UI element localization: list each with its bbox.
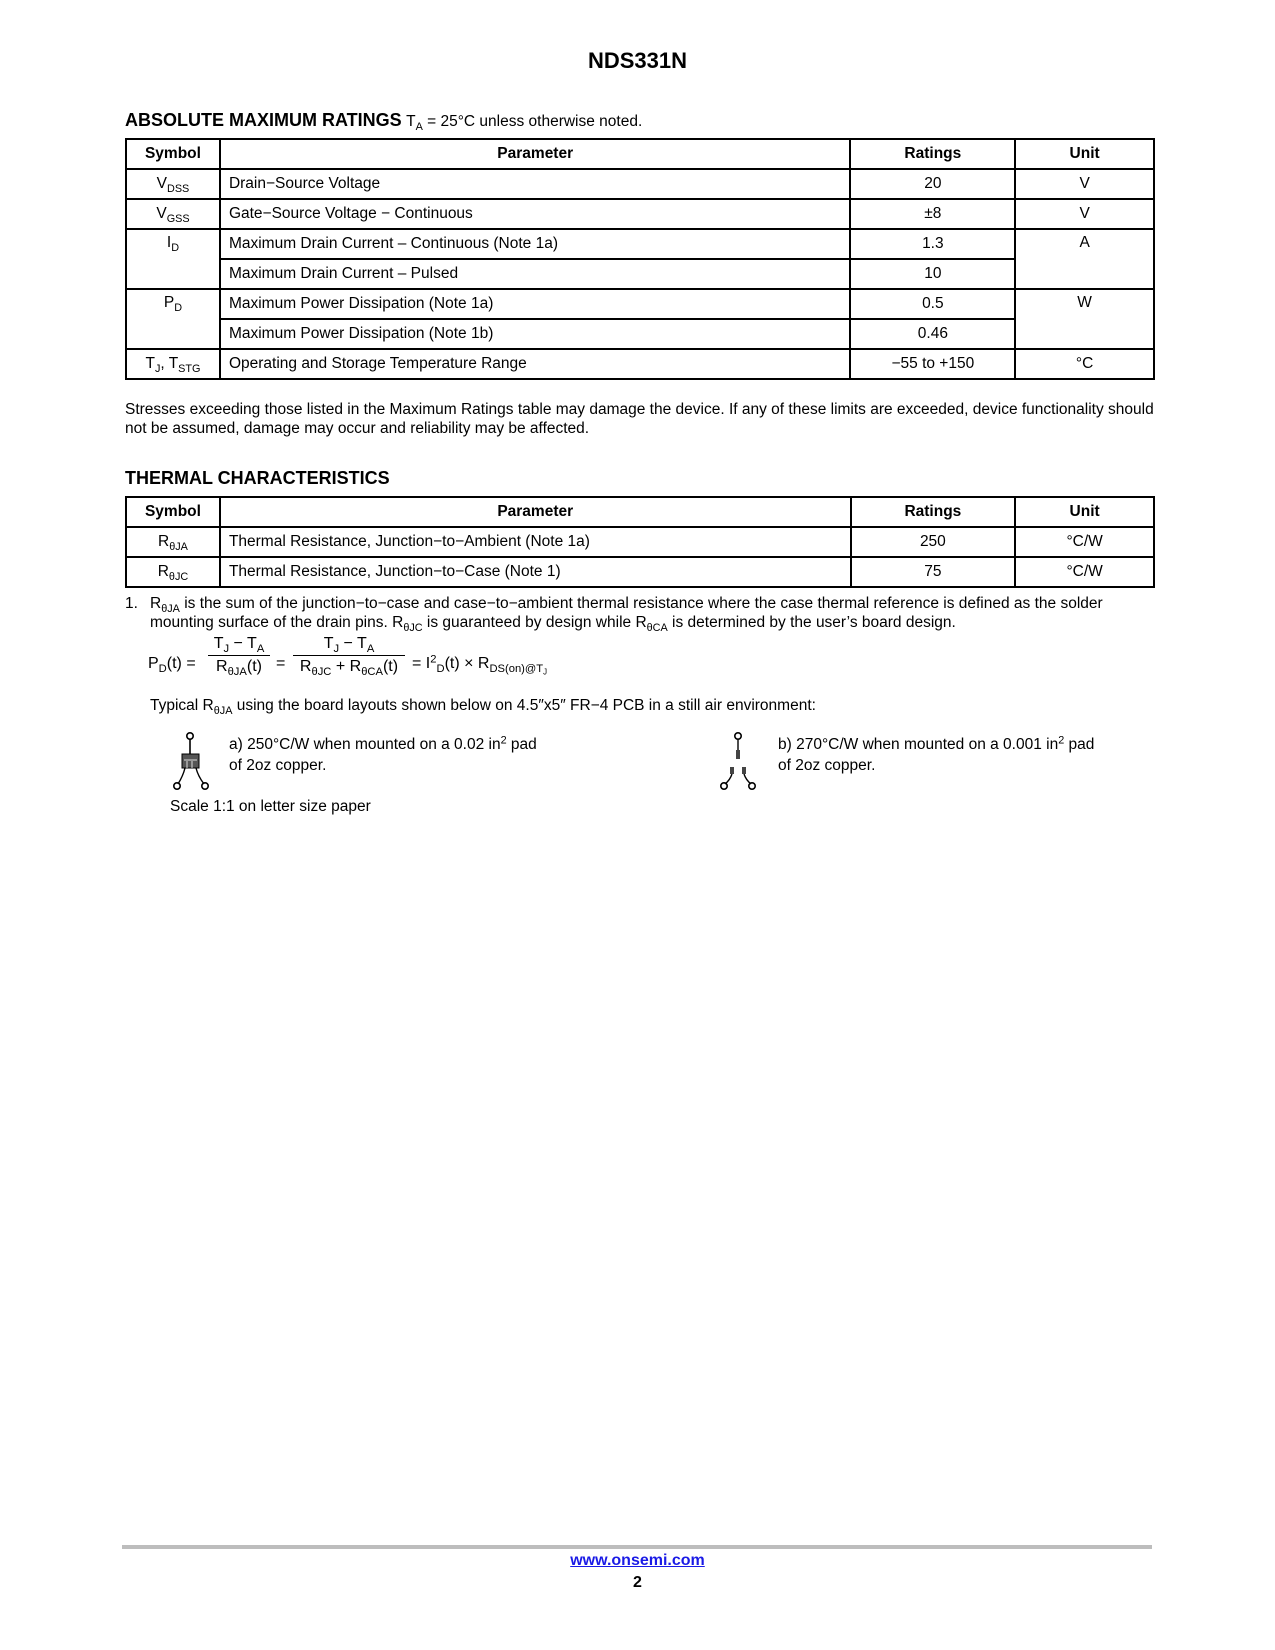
unit-cell: °C/W	[1015, 557, 1154, 587]
footnote-1	[125, 594, 1155, 632]
abs-max-heading	[125, 110, 1155, 131]
col-ratings: Ratings	[850, 139, 1015, 169]
thermal-table	[125, 496, 1155, 588]
parameter-cell: Thermal Resistance, Junction−to−Ambient (Note 1a)	[220, 527, 851, 557]
footnote-body: $R_{\theta JA}$ is the sum of the junction−to−case and case−to−ambient thermal resistance where the case thermal reference is defined as the solder mounting surface of the drain pins. $R_{\theta JC}$ is guaranteed by design while $R_{\theta CA}$ is determined by the user’s board design.	[150, 595, 1103, 634]
footer-link-wrap	[0, 1552, 1275, 1570]
table-row	[126, 527, 1154, 557]
rating-cell: 10	[850, 259, 1015, 289]
table-row	[126, 349, 1154, 379]
page-number: 2	[633, 1574, 642, 1591]
rating-cell: 0.5	[850, 289, 1015, 319]
col-ratings: Ratings	[851, 497, 1016, 527]
rating-cell: 0.46	[850, 319, 1015, 349]
unit-cell: V	[1015, 199, 1154, 229]
thermal-heading	[125, 468, 1155, 489]
table-row	[126, 259, 1154, 289]
symbol-cell: $I_D$	[126, 229, 220, 289]
col-symbol: Symbol	[126, 139, 220, 169]
layout-a-text: a) 250°C/W when mounted on a 0.02 $in^2$ pad of 2oz copper.	[229, 734, 537, 774]
table-header-row	[126, 497, 1154, 527]
symbol-cell: $R_{\theta JC}$	[126, 557, 220, 587]
rating-cell: 250	[851, 527, 1016, 557]
col-symbol: Symbol	[126, 497, 220, 527]
formula-lhs: $P_D(t)$ =	[148, 655, 196, 675]
parameter-cell: Maximum Power Dissipation (Note 1b)	[220, 319, 851, 349]
layout-b-text: b) 270°C/W when mounted on a 0.001 $in^2$ pad of 2oz copper.	[778, 734, 1095, 774]
symbol-cell: $T_J$, $T_{STG}$	[126, 349, 220, 379]
cond-sub: A	[415, 120, 423, 133]
footer-divider	[122, 1545, 1152, 1549]
unit-cell: V	[1015, 169, 1154, 199]
col-unit: Unit	[1015, 139, 1154, 169]
parameter-cell: Operating and Storage Temperature Range	[220, 349, 851, 379]
pcb-layout-b-icon	[717, 730, 759, 794]
parameter-cell: Thermal Resistance, Junction−to−Case (Note 1)	[220, 557, 851, 587]
website-link[interactable]: www.onsemi.com	[570, 1552, 705, 1569]
cond-t: T	[406, 113, 416, 130]
formula-fraction-2: $T_J - T_A$ $R_{\theta JC} + R_{\theta CA}(t)$	[293, 635, 405, 676]
rating-cell: 1.3	[850, 229, 1015, 259]
unit-cell: A	[1015, 229, 1154, 289]
symbol-cell: $R_{\theta JA}$	[126, 527, 220, 557]
table-row	[126, 289, 1154, 319]
stress-note: Stresses exceeding those listed in the Maximum Ratings table may damage the device. If any of these limits are exceeded, device functionality should not be assumed, damage may occur and reliability may be affected.	[125, 401, 1154, 437]
col-parameter: Parameter	[220, 497, 851, 527]
col-unit: Unit	[1015, 497, 1154, 527]
symbol-cell: $P_D$	[126, 289, 220, 349]
unit-cell: °C	[1015, 349, 1154, 379]
pcb-layout-a-icon	[170, 730, 212, 794]
rating-cell: −55 to +150	[850, 349, 1015, 379]
symbol-cell: $V_{DSS}$	[126, 169, 220, 199]
table-row	[126, 557, 1154, 587]
rating-cell: ±8	[850, 199, 1015, 229]
footnote-number: 1.	[125, 595, 138, 612]
unit-cell: °C/W	[1015, 527, 1154, 557]
unit-cell: W	[1015, 289, 1154, 349]
col-parameter: Parameter	[220, 139, 851, 169]
parameter-cell: Gate−Source Voltage − Continuous	[220, 199, 851, 229]
parameter-cell: Maximum Power Dissipation (Note 1a)	[220, 289, 851, 319]
table-row	[126, 229, 1154, 259]
page-title: NDS331N	[587, 48, 688, 73]
rating-cell: 75	[851, 557, 1016, 587]
table-header-row	[126, 139, 1154, 169]
symbol-cell: $V_{GSS}$	[126, 199, 220, 229]
cond-post: = 25°C unless otherwise noted.	[422, 113, 643, 130]
rating-cell: 20	[850, 169, 1015, 199]
parameter-cell: Drain−Source Voltage	[220, 169, 851, 199]
table-row	[126, 319, 1154, 349]
scale-note: Scale 1:1 on letter size paper	[170, 798, 371, 815]
thermal-formula	[148, 635, 848, 695]
parameter-cell: Maximum Drain Current – Continuous (Note 1a)	[220, 229, 851, 259]
table-row	[126, 199, 1154, 229]
thermal-title: THERMAL CHARACTERISTICS	[125, 468, 390, 488]
formula-rhs: = $I^2_D(t) \times R_{DS(on)@T_J}$	[412, 653, 548, 677]
table-row	[126, 169, 1154, 199]
abs-max-table	[125, 138, 1155, 380]
formula-eq-2: =	[276, 655, 286, 672]
parameter-cell: Maximum Drain Current – Pulsed	[220, 259, 851, 289]
abs-max-title: ABSOLUTE MAXIMUM RATINGS	[125, 110, 402, 130]
typical-text: Typical $R_{\theta JA}$ using the board layouts shown below on 4.5″x5″ FR−4 PCB in a still air environment:	[150, 697, 816, 717]
formula-fraction-1: $T_J - T_A$ $R_{\theta JA}(t)$	[208, 635, 270, 676]
